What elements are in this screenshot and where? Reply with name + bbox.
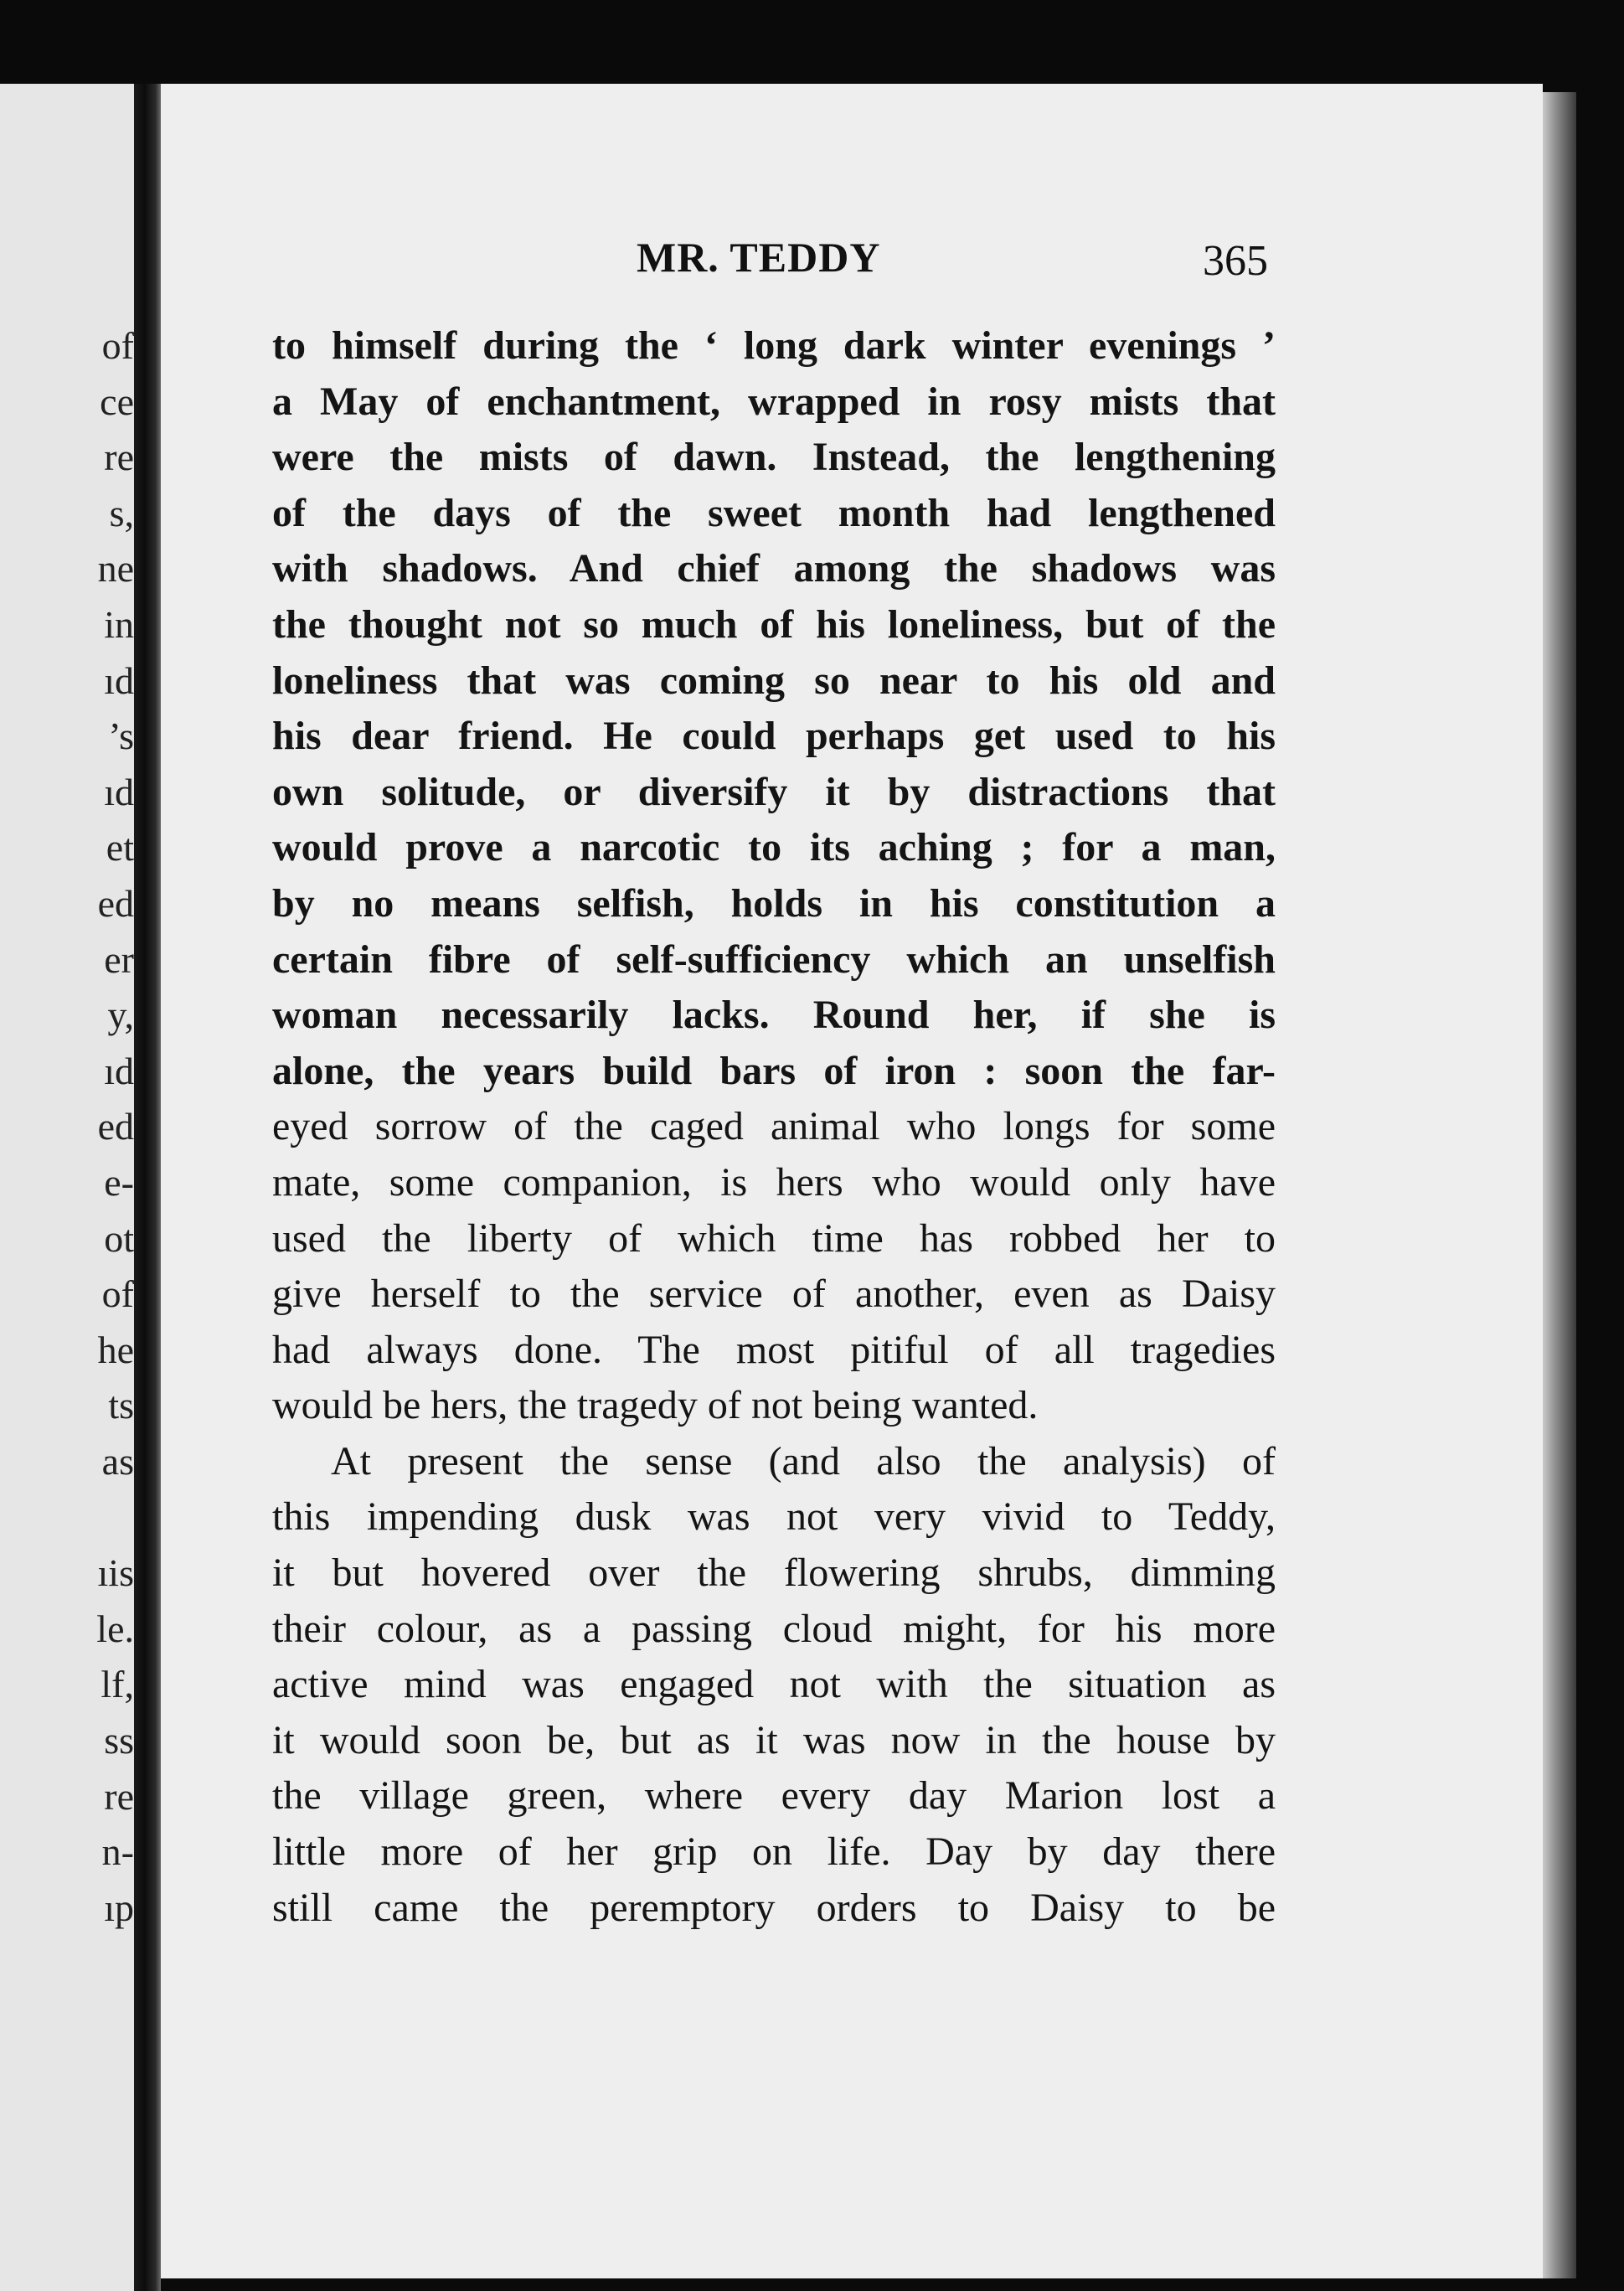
paragraph [272,318,1276,1434]
text-line: the thought not so much of his loneliness, but of the [272,601,1276,647]
previous-page-fragment-line: y, [107,993,134,1037]
text-line: mate, some companion, is hers who would only have [272,1159,1276,1205]
previous-page-fragment-line: ts [108,1384,134,1427]
previous-page-fragment-line: ce [100,379,134,423]
previous-page-fragment-line: le. [96,1607,134,1650]
book-gutter [134,84,161,2291]
running-title: MR. TEDDY [637,234,881,281]
text-line: would prove a narcotic to its aching ; for a man, [272,825,1276,870]
previous-page-fragment-line: of [101,324,134,367]
text-line: little more of her grip on life. Day by day there [272,1829,1276,1875]
previous-page-fragment-line: er [104,937,134,981]
page-edge-shadow [1543,92,1576,2278]
text-line: loneliness that was coming so near to his old and [272,658,1276,703]
previous-page-fragment-line: ıp [104,1886,134,1929]
previous-page-fragment-line: ot [104,1216,134,1260]
text-line: had always done. The most pitiful of all tragedies [272,1327,1276,1372]
text-line: own solitude, or diversify it by distractions that [272,769,1276,814]
text-line: to himself during the ‘ long dark winter evenings ’ [272,323,1276,368]
previous-page-fragment-line: ne [97,547,134,591]
body-text [272,318,1276,1936]
page-number: 365 [1203,237,1268,285]
text-line: active mind was engaged not with the situation as [272,1662,1276,1707]
text-line: it but hovered over the flowering shrubs, dimming [272,1551,1276,1596]
previous-page-fragment-line: ed [97,1105,134,1148]
previous-page-fragment-line: he [97,1328,134,1371]
previous-page-fragment-line: et [106,826,134,869]
previous-page-fragment-line: of [101,1272,134,1316]
text-line: of the days of the sweet month had lengthened [272,490,1276,535]
text-line: it would soon be, but as it was now in the house by [272,1717,1276,1762]
previous-page-fragment-line: as [101,1440,134,1483]
text-line: would be hers, the tragedy of not being wanted. [272,1383,1039,1428]
previous-page-fragment-line: ed [97,882,134,925]
text-line: his dear friend. He could perhaps get used to his [272,714,1276,759]
previous-page-fragment [0,84,142,2291]
text-line: by no means selfish, holds in his constitution a [272,880,1276,926]
text-line: were the mists of dawn. Instead, the lengthening [272,435,1276,480]
text-line: this impending dusk was not very vivid to Teddy, [272,1494,1276,1540]
previous-page-fragment-line: in [104,603,134,646]
previous-page-fragment-line: lf, [101,1663,134,1706]
previous-page-fragment-line: e- [104,1161,134,1204]
previous-page-fragment-line: n- [101,1830,134,1874]
text-line: still came the peremptory orders to Daisy to be [272,1885,1276,1930]
text-line: give herself to the service of another, even as Daisy [272,1272,1276,1317]
previous-page-fragment-line: ıd [104,770,134,813]
text-line: alone, the years build bars of iron : soon the far- [272,1048,1276,1093]
text-line: certain fibre of self-sufficiency which an unselfish [272,937,1276,982]
text-line: a May of enchantment, wrapped in rosy mists that [272,379,1276,424]
previous-page-fragment-line: ss [104,1719,134,1762]
text-line: the village green, where every day Marion lost a [272,1773,1276,1819]
text-line: At present the sense (and also the analysis) of [331,1438,1276,1483]
paragraph [272,1434,1276,1936]
previous-page-fragment-line: ıd [104,1049,134,1092]
text-line: with shadows. And chief among the shadows was [272,546,1276,591]
text-line: their colour, as a passing cloud might, for his more [272,1606,1276,1651]
text-line: eyed sorrow of the caged animal who longs for some [272,1104,1276,1149]
previous-page-fragment-line: ıd [104,658,134,702]
previous-page-fragment-line: s, [109,491,134,534]
previous-page-fragment-line: re [104,436,134,479]
text-line: used the liberty of which time has robbed her to [272,1215,1276,1261]
text-line: woman necessarily lacks. Round her, if she is [272,993,1276,1038]
previous-page-fragment-line: ’s [108,715,134,758]
previous-page-fragment-line: ıis [97,1551,134,1595]
previous-page-fragment-line: re [104,1774,134,1818]
